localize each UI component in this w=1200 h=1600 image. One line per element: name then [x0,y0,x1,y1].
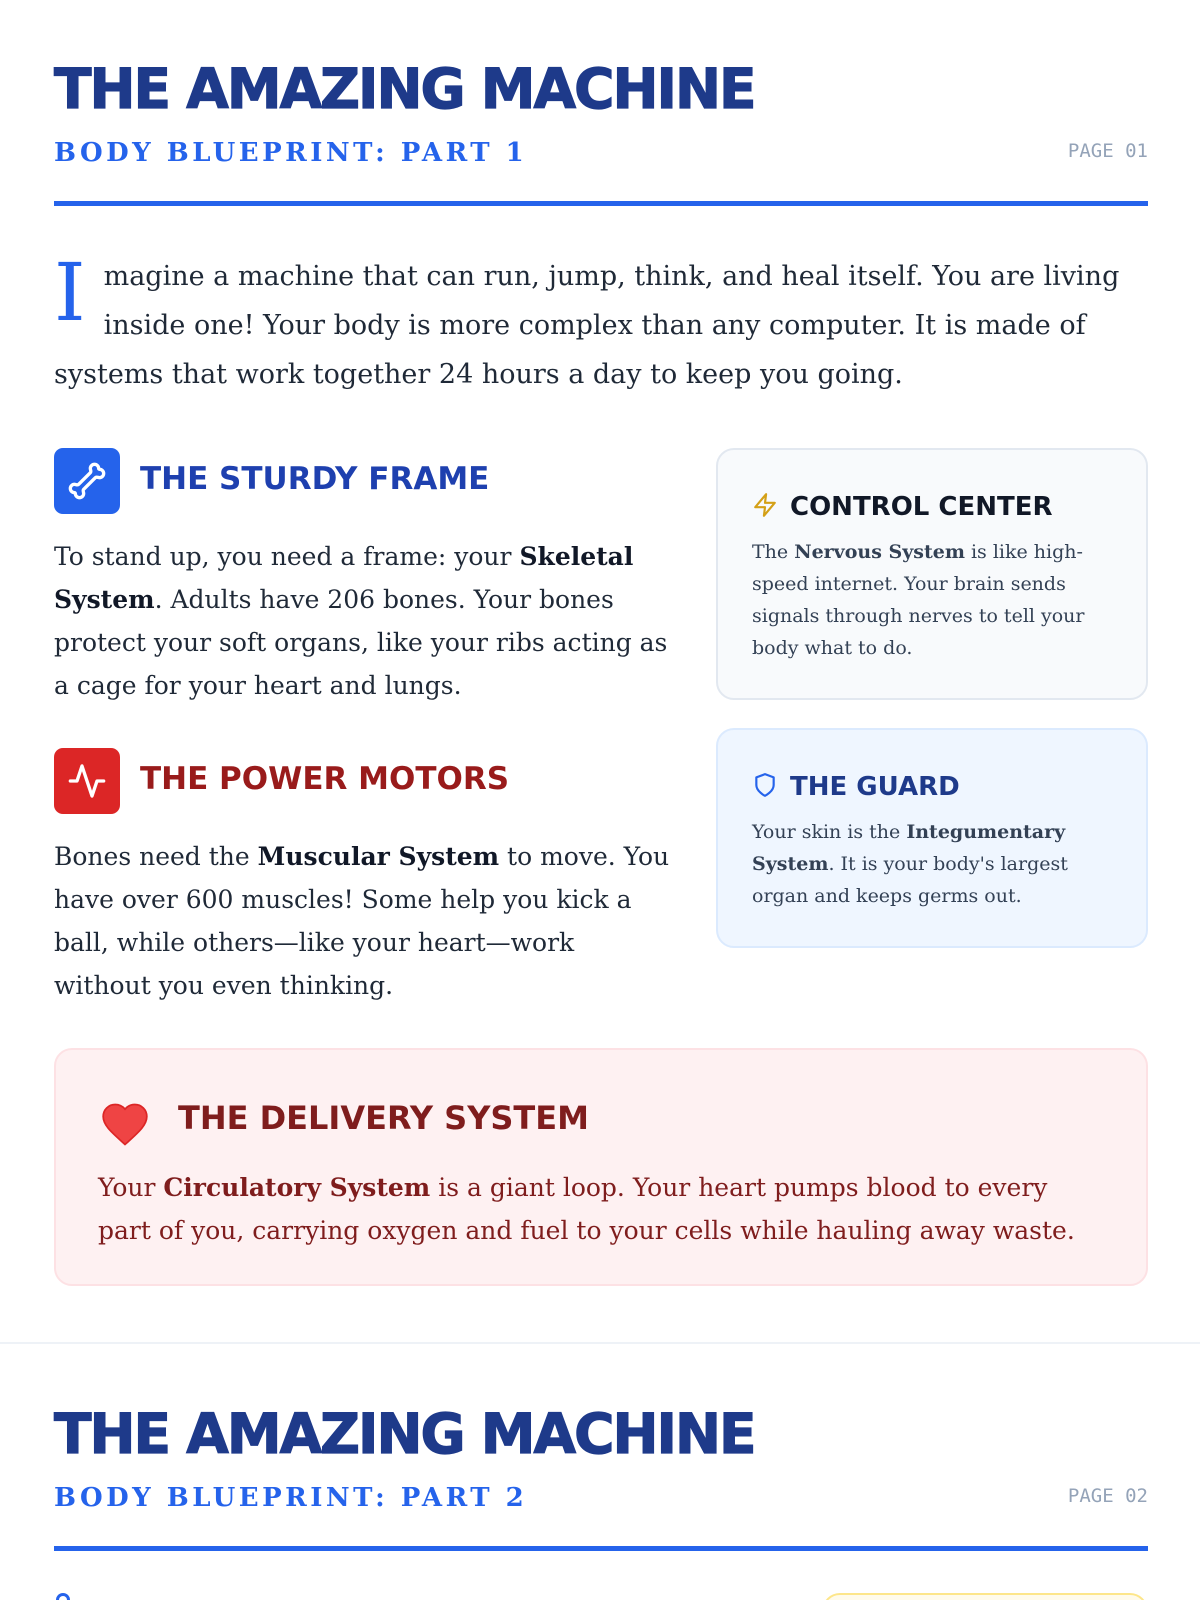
card-header [752,772,960,802]
text-run: is like high-speed internet. Your brain sends signals through nerves to tell your body what to do. [752,541,1085,659]
section-title-power-motors: THE POWER MOTORS [140,761,510,797]
bold-term: Muscular System [257,842,500,871]
heartbeat-icon [54,748,120,814]
page-number: PAGE 01 [1067,140,1148,162]
header-rule [54,1546,1148,1551]
text-run: Bones need the [54,842,258,871]
card-cut-off [822,1593,1148,1600]
bone-icon [54,448,120,514]
card-title: THE GUARD [790,772,960,802]
intro-paragraph [54,246,1154,399]
card-title: CONTROL CENTER [790,492,1053,522]
bold-term: Circulatory System [163,1173,431,1202]
card-the-guard [716,728,1148,948]
page-divider [0,1342,1200,1344]
card-header [752,492,1053,522]
bold-term: Integumentary System [752,821,1066,875]
text-run: . It is your body's largest organ and keeps germs out. [752,853,1068,907]
bold-term: Nervous System [794,541,965,563]
page-subtitle: BODY BLUEPRINT: PART 2 [54,1483,528,1513]
text-run: to move. You have over 600 muscles! Some help you kick a ball, while others—like your heart—work without you even thinking. [54,842,670,1000]
heart-icon [98,1098,152,1150]
section-title-sturdy-frame: THE STURDY FRAME [140,461,490,497]
card-body [752,816,1122,912]
drop-cap: I [54,246,86,339]
text-run: . Adults have 206 bones. Your bones protect your soft organs, like your ribs acting as a cage for your heart and lungs. [54,585,668,700]
page-title: THE AMAZING MACHINE [54,57,755,121]
text-run: is a giant loop. Your heart pumps blood to every part of you, carrying oxygen and fuel to your cells while hauling away waste. [98,1173,1075,1245]
cut-off-icon [56,1593,70,1600]
section-body-power-motors [54,835,674,1007]
bold-term: Skeletal System [54,542,634,614]
text-run: Your [98,1173,164,1202]
text-run: To stand up, you need a frame: your [54,542,520,571]
page-title: THE AMAZING MACHINE [54,1402,755,1466]
section-body-sturdy-frame [54,535,674,707]
header-rule [54,201,1148,206]
intro-text: magine a machine that can run, jump, think, and heal itself. You are living inside one! Your body is more complex than any computer. It is made of systems that work together 24 hours a day to keep you going. [54,261,1120,390]
page-2 [0,1345,1200,1600]
delivery-body [98,1166,1108,1252]
lightning-icon [752,492,778,522]
delivery-system-box [54,1048,1148,1286]
page-number: PAGE 02 [1067,1485,1148,1507]
card-control-center [716,448,1148,700]
page-subtitle: BODY BLUEPRINT: PART 1 [54,138,528,168]
shield-icon [752,772,778,802]
delivery-title: THE DELIVERY SYSTEM [178,1099,589,1137]
text-run: The [752,541,795,563]
card-body [752,536,1122,664]
text-run: Your skin is the [752,821,907,843]
